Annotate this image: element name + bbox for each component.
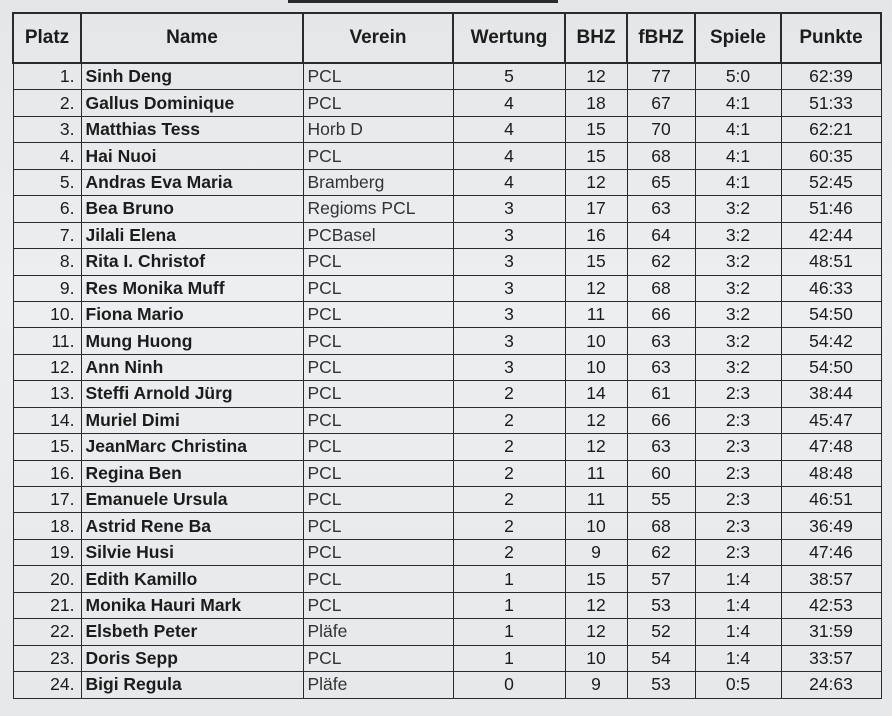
cell-punkte: 54:42 [781,328,881,354]
cell-verein: Pläfe [303,619,453,645]
cell-name: Elsbeth Peter [81,619,303,645]
cell-bhz: 12 [565,63,627,90]
header-verein: Verein [303,13,453,63]
cell-wertung: 2 [453,381,565,407]
cell-name: Muriel Dimi [81,407,303,433]
cell-punkte: 38:44 [781,381,881,407]
cell-punkte: 33:57 [781,645,881,671]
table-row [13,249,881,275]
cell-fbhz: 53 [627,592,695,618]
cell-wertung: 3 [453,196,565,222]
cell-name: Jilali Elena [81,222,303,248]
cell-fbhz: 68 [627,513,695,539]
cell-punkte: 46:33 [781,275,881,301]
cell-verein: PCL [303,301,453,327]
cell-verein: PCL [303,645,453,671]
cell-verein: PCL [303,513,453,539]
cell-bhz: 15 [565,566,627,592]
cell-spiele: 0:5 [695,672,781,698]
cell-platz: 1. [13,63,81,90]
cell-name: Sinh Deng [81,63,303,90]
cell-name: Res Monika Muff [81,275,303,301]
table-row [13,222,881,248]
cell-verein: Horb D [303,116,453,142]
cell-punkte: 46:51 [781,487,881,513]
cell-bhz: 18 [565,90,627,116]
cell-name: Ann Ninh [81,354,303,380]
header-platz: Platz [13,13,81,63]
cell-fbhz: 63 [627,328,695,354]
cell-punkte: 48:51 [781,249,881,275]
cell-name: Mung Huong [81,328,303,354]
header-spiele: Spiele [695,13,781,63]
cell-spiele: 1:4 [695,619,781,645]
cell-platz: 2. [13,90,81,116]
cell-wertung: 2 [453,513,565,539]
cell-spiele: 1:4 [695,645,781,671]
cell-spiele: 3:2 [695,249,781,275]
cell-spiele: 1:4 [695,566,781,592]
cell-spiele: 2:3 [695,513,781,539]
cell-name: JeanMarc Christina [81,434,303,460]
cell-fbhz: 53 [627,672,695,698]
table-row [13,407,881,433]
cell-wertung: 3 [453,222,565,248]
cell-verein: PCL [303,566,453,592]
cell-fbhz: 63 [627,434,695,460]
cell-name: Steffi Arnold Jürg [81,381,303,407]
cell-verein: PCL [303,381,453,407]
cell-platz: 12. [13,354,81,380]
cell-fbhz: 66 [627,407,695,433]
cell-bhz: 15 [565,249,627,275]
cell-bhz: 12 [565,434,627,460]
cell-wertung: 5 [453,63,565,90]
cell-bhz: 12 [565,275,627,301]
table-row [13,275,881,301]
cell-punkte: 31:59 [781,619,881,645]
cell-platz: 21. [13,592,81,618]
table-row [13,354,881,380]
cell-verein: PCL [303,90,453,116]
cell-verein: PCL [303,592,453,618]
cell-fbhz: 67 [627,90,695,116]
cell-bhz: 15 [565,143,627,169]
cell-platz: 18. [13,513,81,539]
cell-name: Monika Hauri Mark [81,592,303,618]
cell-spiele: 4:1 [695,116,781,142]
table-row [13,672,881,698]
cell-punkte: 42:44 [781,222,881,248]
cell-platz: 23. [13,645,81,671]
cell-name: Rita I. Christof [81,249,303,275]
cell-spiele: 3:2 [695,196,781,222]
cell-platz: 6. [13,196,81,222]
cell-fbhz: 63 [627,196,695,222]
cell-verein: PCL [303,63,453,90]
header-bhz: BHZ [565,13,627,63]
cell-fbhz: 64 [627,222,695,248]
cell-fbhz: 61 [627,381,695,407]
cell-spiele: 4:1 [695,90,781,116]
cell-verein: PCL [303,275,453,301]
table-row [13,381,881,407]
cell-wertung: 2 [453,407,565,433]
cell-verein: PCL [303,539,453,565]
cell-name: Andras Eva Maria [81,169,303,195]
cell-verein: PCL [303,328,453,354]
cell-wertung: 1 [453,566,565,592]
cell-verein: PCBasel [303,222,453,248]
cell-fbhz: 62 [627,249,695,275]
cell-verein: Pläfe [303,672,453,698]
cell-fbhz: 54 [627,645,695,671]
cell-punkte: 48:48 [781,460,881,486]
cell-wertung: 1 [453,619,565,645]
cell-name: Doris Sepp [81,645,303,671]
cell-fbhz: 66 [627,301,695,327]
cell-platz: 4. [13,143,81,169]
cell-bhz: 9 [565,539,627,565]
cell-punkte: 62:39 [781,63,881,90]
table-row [13,487,881,513]
cell-punkte: 54:50 [781,301,881,327]
table-row [13,169,881,195]
table-row [13,90,881,116]
cell-name: Bigi Regula [81,672,303,698]
cell-wertung: 4 [453,143,565,169]
cell-platz: 13. [13,381,81,407]
header-row [13,13,881,63]
cell-wertung: 4 [453,116,565,142]
cell-bhz: 12 [565,592,627,618]
cell-verein: PCL [303,143,453,169]
header-wertung: Wertung [453,13,565,63]
cell-name: Astrid Rene Ba [81,513,303,539]
cell-verein: PCL [303,487,453,513]
cell-name: Fiona Mario [81,301,303,327]
table-row [13,539,881,565]
cell-platz: 22. [13,619,81,645]
cell-wertung: 2 [453,539,565,565]
cell-bhz: 10 [565,354,627,380]
cell-name: Hai Nuoi [81,143,303,169]
cell-verein: Bramberg [303,169,453,195]
cell-fbhz: 60 [627,460,695,486]
cell-spiele: 3:2 [695,301,781,327]
header-fbhz: fBHZ [627,13,695,63]
cell-platz: 11. [13,328,81,354]
cell-fbhz: 70 [627,116,695,142]
cell-spiele: 5:0 [695,63,781,90]
cell-punkte: 60:35 [781,143,881,169]
cell-fbhz: 68 [627,275,695,301]
cell-bhz: 12 [565,407,627,433]
cell-name: Edith Kamillo [81,566,303,592]
cell-wertung: 2 [453,460,565,486]
cell-name: Gallus Dominique [81,90,303,116]
cell-wertung: 2 [453,487,565,513]
table-row [13,619,881,645]
header-name: Name [81,13,303,63]
cell-platz: 3. [13,116,81,142]
cell-spiele: 2:3 [695,407,781,433]
cell-wertung: 4 [453,90,565,116]
standings-table [12,12,882,699]
cell-bhz: 11 [565,301,627,327]
table-row [13,301,881,327]
cell-punkte: 24:63 [781,672,881,698]
cell-fbhz: 77 [627,63,695,90]
cell-verein: Regioms PCL [303,196,453,222]
cell-punkte: 36:49 [781,513,881,539]
cell-fbhz: 63 [627,354,695,380]
cell-fbhz: 62 [627,539,695,565]
cell-punkte: 51:46 [781,196,881,222]
cell-spiele: 2:3 [695,539,781,565]
top-rule [288,0,558,3]
cell-wertung: 0 [453,672,565,698]
cell-bhz: 15 [565,116,627,142]
cell-platz: 14. [13,407,81,433]
cell-platz: 24. [13,672,81,698]
cell-bhz: 16 [565,222,627,248]
cell-platz: 7. [13,222,81,248]
cell-punkte: 62:21 [781,116,881,142]
cell-spiele: 1:4 [695,592,781,618]
cell-spiele: 4:1 [695,143,781,169]
cell-wertung: 4 [453,169,565,195]
cell-bhz: 17 [565,196,627,222]
cell-bhz: 10 [565,328,627,354]
cell-spiele: 2:3 [695,381,781,407]
cell-punkte: 47:46 [781,539,881,565]
cell-bhz: 12 [565,619,627,645]
table-row [13,513,881,539]
table-row [13,63,881,90]
cell-platz: 15. [13,434,81,460]
cell-bhz: 9 [565,672,627,698]
cell-fbhz: 52 [627,619,695,645]
cell-name: Silvie Husi [81,539,303,565]
cell-platz: 8. [13,249,81,275]
cell-spiele: 2:3 [695,460,781,486]
cell-bhz: 11 [565,487,627,513]
cell-punkte: 51:33 [781,90,881,116]
table-body [13,63,881,698]
cell-name: Emanuele Ursula [81,487,303,513]
cell-bhz: 12 [565,169,627,195]
cell-platz: 5. [13,169,81,195]
cell-platz: 20. [13,566,81,592]
cell-fbhz: 55 [627,487,695,513]
cell-spiele: 2:3 [695,487,781,513]
table-row [13,566,881,592]
cell-wertung: 3 [453,328,565,354]
cell-punkte: 54:50 [781,354,881,380]
cell-platz: 17. [13,487,81,513]
cell-fbhz: 57 [627,566,695,592]
cell-spiele: 4:1 [695,169,781,195]
cell-bhz: 14 [565,381,627,407]
cell-name: Matthias Tess [81,116,303,142]
cell-punkte: 45:47 [781,407,881,433]
table-row [13,116,881,142]
cell-bhz: 11 [565,460,627,486]
cell-bhz: 10 [565,513,627,539]
cell-spiele: 3:2 [695,222,781,248]
cell-name: Bea Bruno [81,196,303,222]
table-row [13,328,881,354]
cell-verein: PCL [303,249,453,275]
cell-wertung: 1 [453,645,565,671]
header-punkte: Punkte [781,13,881,63]
table-row [13,434,881,460]
cell-spiele: 2:3 [695,434,781,460]
table-row [13,645,881,671]
cell-verein: PCL [303,434,453,460]
cell-bhz: 10 [565,645,627,671]
cell-wertung: 3 [453,249,565,275]
table-row [13,460,881,486]
cell-platz: 9. [13,275,81,301]
cell-verein: PCL [303,354,453,380]
cell-fbhz: 65 [627,169,695,195]
cell-wertung: 2 [453,434,565,460]
cell-wertung: 3 [453,301,565,327]
cell-platz: 10. [13,301,81,327]
cell-name: Regina Ben [81,460,303,486]
cell-platz: 19. [13,539,81,565]
cell-wertung: 3 [453,354,565,380]
cell-punkte: 52:45 [781,169,881,195]
table-row [13,196,881,222]
table-row [13,592,881,618]
table-row [13,143,881,169]
cell-verein: PCL [303,460,453,486]
cell-platz: 16. [13,460,81,486]
cell-fbhz: 68 [627,143,695,169]
cell-spiele: 3:2 [695,275,781,301]
cell-spiele: 3:2 [695,328,781,354]
cell-verein: PCL [303,407,453,433]
cell-wertung: 3 [453,275,565,301]
cell-spiele: 3:2 [695,354,781,380]
cell-punkte: 38:57 [781,566,881,592]
cell-punkte: 42:53 [781,592,881,618]
cell-punkte: 47:48 [781,434,881,460]
cell-wertung: 1 [453,592,565,618]
